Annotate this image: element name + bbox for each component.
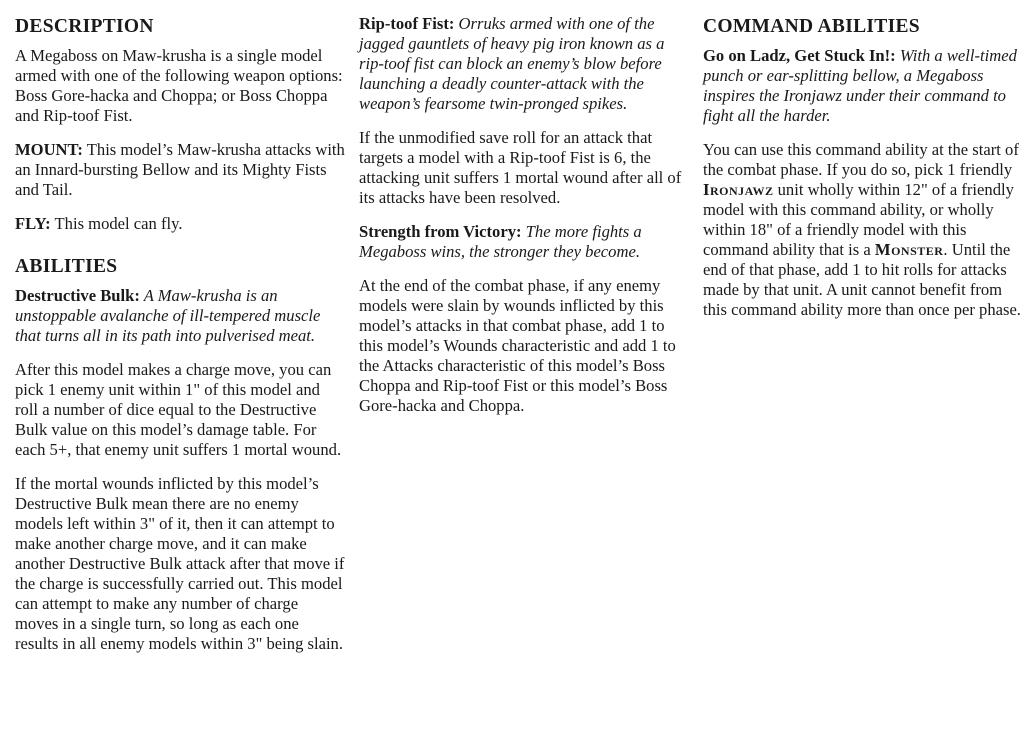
fly-label: FLY:: [15, 214, 51, 233]
fist-rule: If the unmodified save roll for an attack that targets a model with a Rip-toof Fist is 6, the attacking unit suffers 1 mortal wound after all of its attacks have been resolved.: [359, 128, 682, 207]
fly-text: This model can fly.: [50, 214, 183, 233]
victory-name: Strength from Victory:: [359, 222, 522, 241]
victory-rule: At the end of the combat phase, if any enemy models were slain by wounds inflicted by this model’s attacks in that combat phase, add 1 to this model’s Wounds characteristic and add 1 to the Attacks characteristic of this model’s Boss Choppa and Rip-toof Fist or this model’s Boss Gore-hacka and Choppa.: [359, 276, 676, 415]
column-middle: [359, 14, 689, 430]
ladz-rule-a: You can use this command ability at the start of the combat phase. If you do so, pick 1 friendly: [703, 140, 1019, 179]
description-heading: DESCRIPTION: [15, 16, 154, 37]
mount-text: This model’s Maw-krusha attacks with an Innard-bursting Bellow and its Mighty Fists and Tail.: [15, 140, 345, 199]
victory-flavor: The more fights a Megaboss wins, the stronger they become.: [359, 222, 642, 261]
keyword-ironjawz: Ironjawz: [703, 180, 774, 199]
fist-flavor: Orruks armed with one of the jagged gauntlets of heavy pig iron known as a rip-toof fist can block an enemy’s blow before launching a deadly counter-attack with the weapon’s fearsome twin-pronged spikes.: [359, 14, 665, 113]
bulk-name: Destructive Bulk:: [15, 286, 140, 305]
fly-paragraph: [15, 214, 345, 234]
column-right: [703, 14, 1021, 334]
ladz-name: Go on Ladz, Get Stuck In!:: [703, 46, 896, 65]
ladz-rule-b: unit wholly within 12" of a friendly model with this command ability, or wholly within 18" of a friendly model with this command ability that is a: [703, 180, 1014, 259]
fist-intro: [359, 14, 689, 114]
column-left: [15, 14, 345, 668]
bulk-intro: [15, 286, 345, 346]
ladz-flavor: With a well-timed punch or ear-splitting bellow, a Megaboss inspires the Ironjawz under their command to fight all the harder.: [703, 46, 1017, 125]
bulk-rule-2: If the mortal wounds inflicted by this model’s Destructive Bulk mean there are no enemy models left within 3" of it, then it can attempt to make another charge move, and it can make another Destructive Bulk attack after that move if the charge is successfully carried out. This model can attempt to make any number of charge moves in a single turn, so long as each one results in all enemy models within 3" being slain.: [15, 474, 345, 653]
keyword-monster: Monster: [874, 240, 944, 259]
ladz-rule-c: . Until the end of that phase, add 1 to hit rolls for attacks made by that unit. A unit cannot benefit from this command ability more than once per phase.: [703, 240, 1021, 319]
mount-label: MOUNT:: [15, 140, 83, 159]
abilities-heading: ABILITIES: [15, 256, 118, 277]
bulk-rule-1: After this model makes a charge move, you can pick 1 enemy unit within 1" of this model and roll a number of dice equal to the Destructive Bulk value on this model’s damage table. For each 5+, that enemy unit suffers 1 mortal wound.: [15, 360, 342, 459]
victory-intro: [359, 222, 689, 262]
description-text: A Megaboss on Maw-krusha is a single model armed with one of the following weapon options: Boss Gore-hacka and Choppa; or Boss Choppa and Rip-toof Fist.: [15, 46, 343, 125]
mount-paragraph: [15, 140, 345, 200]
fist-name: Rip-toof Fist:: [359, 14, 455, 33]
ladz-rule: [703, 140, 1021, 320]
ladz-intro: [703, 46, 1021, 126]
command-heading: COMMAND ABILITIES: [703, 16, 920, 37]
bulk-flavor: A Maw-krusha is an unstoppable avalanche of ill-tempered muscle that turns all in its path into pulverised meat.: [15, 286, 321, 345]
